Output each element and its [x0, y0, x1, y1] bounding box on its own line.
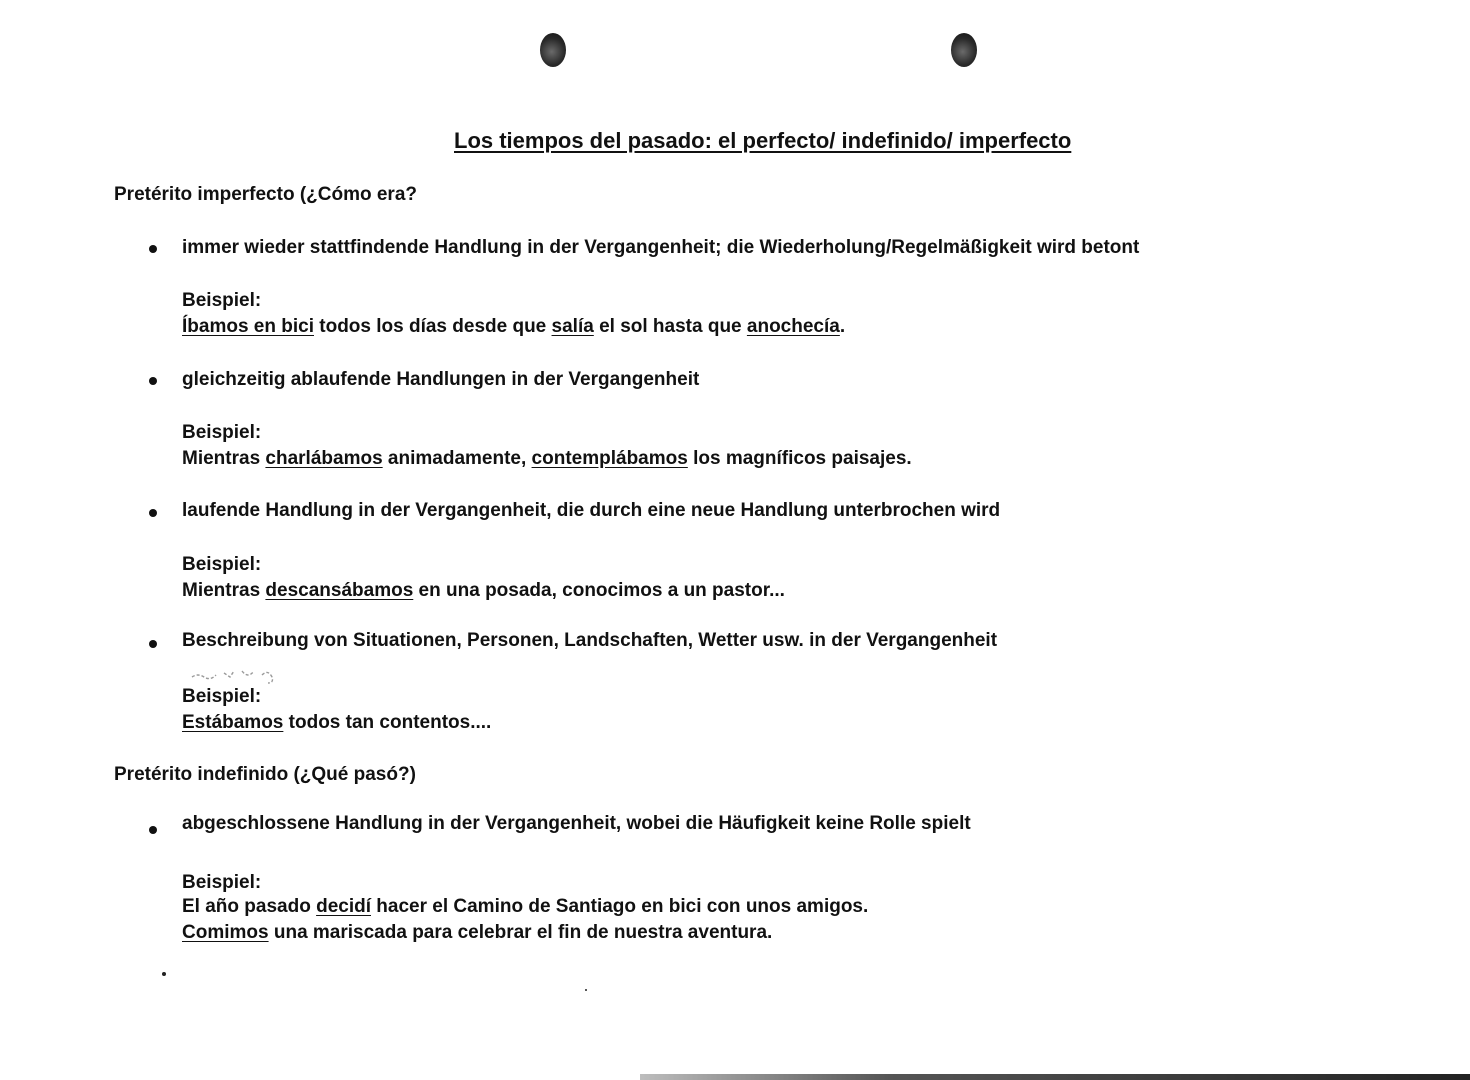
example-segment: anochecía — [746, 316, 840, 337]
rule-text: laufende Handlung in der Vergangenheit, die durch eine neue Handlung unterbrochen wird — [182, 500, 1001, 521]
stray-mark — [585, 989, 587, 991]
punch-hole-left — [540, 33, 566, 67]
section-heading-imperfecto: Pretérito imperfecto (¿Cómo era? — [114, 184, 417, 205]
example-segment: una mariscada para celebrar el fin de nuestra aventura. — [268, 922, 773, 943]
example-segment: Comimos — [182, 922, 269, 943]
bullet-dot — [149, 509, 157, 517]
example-segment: El año pasado — [182, 896, 317, 917]
punch-hole-right — [951, 33, 977, 67]
rule-text: immer wieder stattfindende Handlung in der Vergangenheit; die Wiederholung/Regelmäßigkeit wird betont — [182, 237, 1140, 258]
example-sentence — [182, 896, 868, 918]
example-label: Beispiel: — [182, 686, 262, 707]
example-sentence — [182, 316, 845, 338]
example-segment: los magníficos paisajes. — [687, 448, 912, 469]
example-sentence — [182, 922, 772, 944]
rule-text: Beschreibung von Situationen, Personen, Landschaften, Wetter usw. in der Vergangenheit — [182, 630, 998, 651]
bullet-dot — [149, 377, 157, 385]
bullet-dot — [149, 826, 157, 834]
example-segment: todos tan contentos.... — [283, 712, 492, 733]
example-segment: en una posada, conocimos a un pastor... — [413, 580, 785, 601]
example-segment: Íbamos en bici — [182, 316, 314, 337]
rule-text: gleichzeitig ablaufende Handlungen in der Vergangenheit — [182, 369, 700, 390]
section-heading-indefinido: Pretérito indefinido (¿Qué pasó?) — [114, 764, 416, 785]
example-segment: salía — [551, 316, 594, 337]
rule-text: abgeschlossene Handlung in der Vergangenheit, wobei die Häufigkeit keine Rolle spielt — [182, 813, 971, 834]
bullet-dot — [149, 640, 157, 648]
example-label: Beispiel: — [182, 422, 262, 443]
example-segment: decidí — [316, 896, 371, 917]
example-label: Beispiel: — [182, 290, 262, 311]
example-segment: . — [839, 316, 846, 337]
example-segment: contemplábamos — [531, 448, 688, 469]
example-segment: descansábamos — [265, 580, 414, 601]
example-segment: el sol hasta que — [593, 316, 747, 337]
scan-edge-shadow — [640, 1074, 1470, 1080]
example-segment: hacer el Camino de Santiago en bici con unos amigos. — [371, 896, 869, 917]
stray-mark — [162, 972, 166, 976]
example-segment: Mientras — [182, 580, 266, 601]
example-sentence — [182, 712, 491, 734]
example-segment: charlábamos — [265, 448, 383, 469]
example-sentence — [182, 448, 912, 470]
document-title: Los tiempos del pasado: el perfecto/ indefinido/ imperfecto — [454, 128, 1072, 153]
bullet-dot — [149, 245, 157, 253]
example-sentence — [182, 580, 785, 602]
pencil-scribble — [190, 663, 290, 685]
example-segment: Estábamos — [182, 712, 284, 733]
example-label: Beispiel: — [182, 872, 262, 893]
example-segment: Mientras — [182, 448, 266, 469]
example-label: Beispiel: — [182, 554, 262, 575]
example-segment: animadamente, — [382, 448, 532, 469]
example-segment: todos los días desde que — [313, 316, 552, 337]
